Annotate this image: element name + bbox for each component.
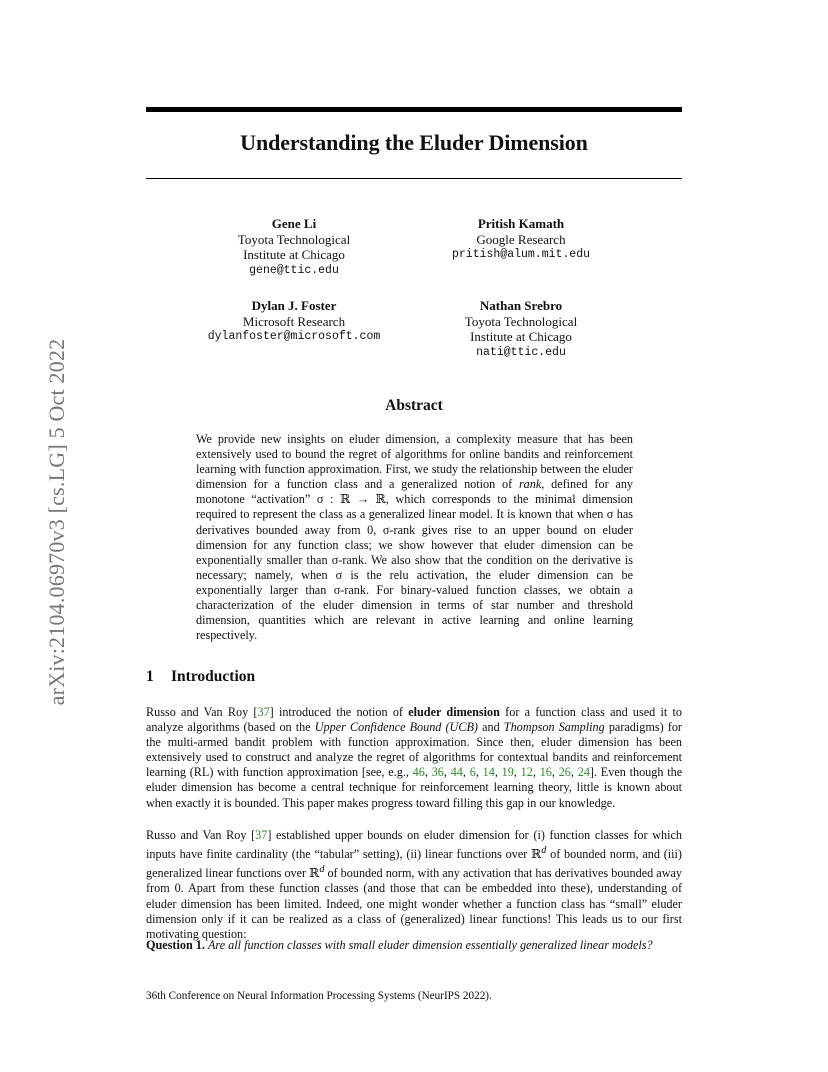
citation-link[interactable]: 44: [450, 765, 463, 780]
citation-link[interactable]: 36: [431, 765, 444, 780]
citation-link[interactable]: 6: [469, 765, 476, 780]
author-name: Nathan Srebro: [479, 298, 563, 313]
citation-link[interactable]: 16: [539, 765, 552, 780]
italic-term: Upper Confidence Bound (UCB): [314, 720, 478, 735]
abstract-text-part: We provide new insights on eluder dimension, a complexity measure that has been extensively used to bound the regret of algorithms for online bandits and reinforcement learning with function approximation. First, we study the relationship between the eluder dimension for a function class and a generalized notion of: [196, 432, 633, 492]
text-run: and: [478, 720, 504, 735]
abstract-body: [196, 432, 633, 643]
superscript: d: [319, 864, 325, 876]
intro-paragraph-2: [146, 828, 682, 942]
citation-link[interactable]: 46: [412, 765, 425, 780]
citation-link[interactable]: 19: [501, 765, 514, 780]
citation-link[interactable]: 24: [577, 765, 590, 780]
question-text: Are all function classes with small eluder dimension essentially generalized linear models?: [207, 938, 653, 952]
author-affiliation: Toyota Technological: [237, 231, 351, 247]
bold-term: eluder dimension: [408, 705, 500, 719]
question-label: Question 1.: [146, 938, 205, 952]
text-run: Russo and Van Roy [: [146, 705, 258, 719]
author-name: Gene Li: [271, 216, 317, 231]
author-affiliation: Toyota Technological: [464, 313, 578, 329]
text-run: ]. Even though the eluder dimension has become a central technique for reinforcement learning theory, little is known about when exactly it is bounded. This paper makes progress toward filling this gap in our knowledge.: [146, 765, 683, 810]
author-email: gene@ttic.edu: [249, 263, 339, 277]
citation-link[interactable]: 37: [257, 705, 270, 719]
text-run: paradigms) for the multi-armed bandit problem with function approximation. Since then, eluder dimension has been extensively used to construct and analyze the regret of algorithms for contextual bandits and reinforcement learning (RL) with function approximation [see, e.g.,: [146, 720, 682, 780]
author-affiliation: Google Research: [476, 231, 566, 247]
superscript: d: [541, 845, 547, 857]
author-affiliation: Institute at Chicago: [243, 247, 345, 262]
text-run: of bounded norm, with any activation that has derivatives bounded away from 0. Apart from these function classes (and those that can be embedded into these), understanding of eluder dimension has been limited. Indeed, one might wonder whether a function class has “small” eluder dimension only if it can be realized as a class of (generalized) linear functions! This leads us to our first motivating question:: [146, 866, 682, 941]
citation-link[interactable]: 14: [482, 765, 495, 780]
question-block: [146, 938, 682, 953]
section-number: 1: [146, 668, 154, 685]
author-affiliation: Institute at Chicago: [470, 329, 572, 344]
conference-footer: 36th Conference on Neural Information Processing Systems (NeurIPS 2022).: [146, 990, 492, 1002]
italic-term: Thompson Sampling: [503, 720, 605, 735]
citation-link[interactable]: 26: [558, 765, 571, 780]
author-name: Dylan J. Foster: [251, 298, 337, 313]
intro-paragraph-1: Russo and Van Roy [37] introduced the notion of eluder dimension for a function class and used it to analyze algorithms (based on the Upper Confidence Bound (UCB) and Thompson Sampling paradigms) for the multi-armed bandit problem with function approximation. Since then, eluder dimension has been extensively used to construct and analyze the regret of algorithms for contextual bandits and reinforcement learning (RL) with function approximation [see, e.g., 46, 36, 44, 6, 14, 19, 12, 16, 26, 24]. Even though the eluder dimension has become a central technique for reinforcement learning theory, little is known about when exactly it is bounded. This paper makes progress toward filling this gap in our knowledge.: [146, 705, 683, 810]
abstract-text-part: , defined for any monotone “activation” σ : ℝ → ℝ, which corresponds to the minimal dimension required to represent the class as a generalized linear model. It is known that when σ has derivatives bounded away from 0, σ-rank gives rise to an upper bound on eluder dimension for any function class; we show however that eluder dimension can be exponentially smaller than σ-rank. We also show that the condition on the derivative is necessary; namely, when σ is the relu activation, the eluder dimension can be exponentially larger than σ-rank. For binary-valued function classes, we obtain a characterization of the eluder dimension in terms of star number and threshold dimension, quantities which are relevant in active learning and online learning respectively.: [196, 477, 634, 643]
title-rule-top: [146, 107, 682, 112]
text-run: for a function class and used it to analyze algorithms (based on the: [146, 705, 682, 735]
text-run: Russo and Van Roy [: [146, 828, 256, 842]
arxiv-identifier: arXiv:2104.06970v3 [cs.LG] 5 Oct 2022: [44, 338, 69, 706]
author-email: dylanfoster@microsoft.com: [207, 330, 381, 343]
author-block-3: [184, 298, 404, 345]
abstract-heading: Abstract: [385, 397, 443, 414]
author-block-1: [194, 216, 394, 278]
author-block-4: [421, 298, 621, 360]
author-email: pritish@alum.mit.edu: [451, 248, 591, 261]
text-run: ] established upper bounds on eluder dimension for (i) function classes for which inputs have finite cardinality (the “tabular” setting), (ii) linear functions over ℝ: [146, 828, 682, 862]
paper-title: Understanding the Eluder Dimension: [240, 130, 588, 155]
section-heading: [146, 668, 255, 686]
abstract-emphasis: rank: [518, 477, 542, 492]
citation-link[interactable]: 37: [255, 828, 268, 842]
text-run: of bounded norm, and (iii) generalized linear functions over ℝ: [146, 847, 682, 881]
citation-link[interactable]: 12: [520, 765, 533, 780]
author-email: nati@ttic.edu: [476, 345, 566, 359]
author-block-2: [421, 216, 621, 263]
section-title: Introduction: [171, 668, 256, 685]
author-affiliation: Microsoft Research: [242, 313, 346, 329]
title-rule-bottom: [146, 178, 682, 179]
author-name: Pritish Kamath: [477, 216, 565, 231]
text-run: ] introduced the notion of: [269, 705, 409, 719]
